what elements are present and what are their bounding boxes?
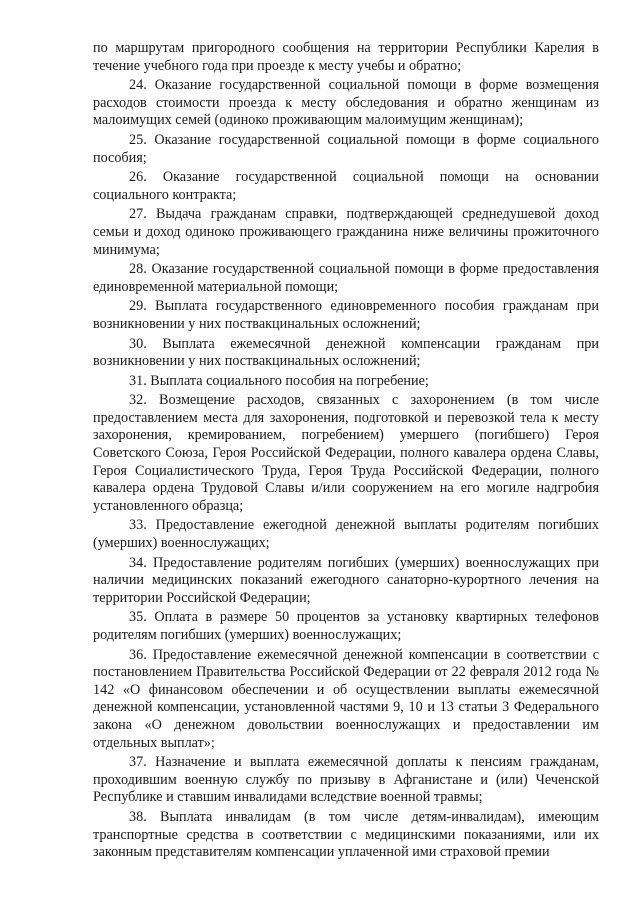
paragraph-item-30: 30. Выплата ежемесячной денежной компенсации гражданам при возникновении у них поствакцинальных осложнений; xyxy=(93,335,599,370)
document-page xyxy=(93,40,599,864)
paragraph-item-24: 24. Оказание государственной социальной помощи в форме возмещения расходов стоимости проезда к месту обследования и обратно женщинам из малоимущих семей (одиноко проживающим малоимущим женщинам); xyxy=(93,77,599,129)
paragraph-item-25: 25. Оказание государственной социальной помощи в форме социального пособия; xyxy=(93,131,599,166)
paragraph-item-28: 28. Оказание государственной социальной помощи в форме предоставления единовременной материальной помощи; xyxy=(93,261,599,295)
paragraph-item-27: 27. Выдача гражданам справки, подтверждающей среднедушевой доход семьи и доход одиноко проживающего гражданина ниже величины прожиточного минимума; xyxy=(93,206,599,258)
paragraph-item-33: 33. Предоставление ежегодной денежной выплаты родителям погибших (умерших) военнослужащих; xyxy=(93,517,599,552)
paragraph-item-34: 34. Предоставление родителям погибших (умерших) военнослужащих при наличии медицинских показаний ежегодного санаторно-курортного лечения на территории Российской Федерации; xyxy=(93,554,599,606)
paragraph-continuation: по маршрутам пригородного сообщения на территории Республики Карелия в течение учебного года при проезде к месту учебы и обратно; xyxy=(93,40,599,74)
paragraph-item-36: 36. Предоставление ежемесячной денежной компенсации в соответствии с постановлением Правительства Российской Федерации от 22 февраля 2012 года № 142 «О финансовом обеспечении и об осуществлении выплаты ежемесячной денежной компенсации, установленной частями 9, 10 и 13 статьи 3 Федерального закона «О денежном довольствии военнослужащих и предоставлении им отдельных выплат»; xyxy=(93,646,599,751)
paragraph-item-38: 38. Выплата инвалидам (в том числе детям-инвалидам), имеющим транспортные средства в соответствии с медицинскими показаниями, или их законным представителям компенсации уплаченной ими страховой премии xyxy=(93,808,599,861)
paragraph-item-29: 29. Выплата государственного единовременного пособия гражданам при возникновении у них поствакцинальных осложнений; xyxy=(93,298,599,332)
paragraph-item-32: 32. Возмещение расходов, связанных с захоронением (в том числе предоставлением места для захоронения, подготовкой и перевозкой тела к месту захоронения, кремированием, погребением) умершего (погибшего) Героя Советского Союза, Героя Российской Федерации, полного кавалера ордена Славы, Героя Социалистического Труда, Героя Труда Российской Федерации, полного кавалера ордена Трудовой Славы и/или сооружением на его могиле надгробия установленного образца; xyxy=(93,392,599,514)
paragraph-item-35: 35. Оплата в размере 50 процентов за установку квартирных телефонов родителям погибших (умерших) военнослужащих; xyxy=(93,609,599,643)
paragraph-item-31: 31. Выплата социального пособия на погребение; xyxy=(129,372,429,389)
paragraph-item-37: 37. Назначение и выплата ежемесячной доплаты к пенсиям гражданам, проходившим военную службу по призыву в Афганистане и (или) Чеченской Республике и ставшим инвалидами вследствие военной травмы; xyxy=(93,754,599,806)
paragraph-item-26: 26. Оказание государственной социальной помощи на основании социального контракта; xyxy=(93,169,599,203)
